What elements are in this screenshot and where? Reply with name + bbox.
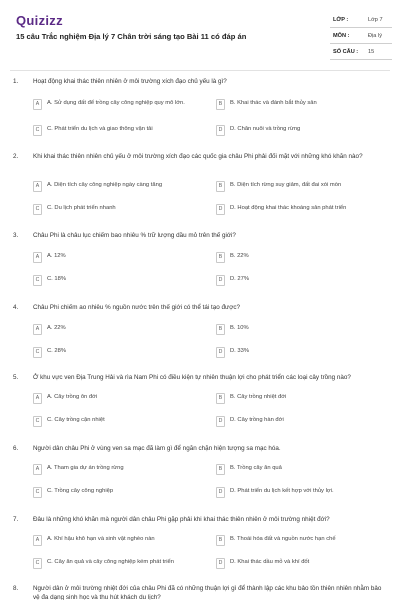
option-text: B. Khai thác và đánh bắt thủy sản — [230, 100, 317, 106]
option-letter-box: B — [216, 393, 225, 404]
header-divider — [10, 70, 390, 71]
question-item — [0, 445, 400, 516]
meta-row-count — [330, 44, 392, 60]
question-text: Người dân ở môi trường nhiệt đới của châu Phi đã có những thuận lợi gì để thành lập các khu bảo tồn thiên nhiên nhằm bảo vệ đa dạng sinh học và thu hút khách du lịch? — [33, 585, 382, 600]
option-letter-box: B — [216, 252, 225, 263]
option-d[interactable] — [216, 125, 388, 138]
option-a[interactable] — [33, 252, 205, 265]
question-item — [0, 516, 400, 585]
question-text: Ở khu vực ven Địa Trung Hải và rìa Nam Phi có điều kiện tự nhiên thuận lợi cho phát triển các loại cây trồng nào? — [33, 374, 351, 381]
option-b[interactable] — [216, 99, 388, 112]
option-letter-box: D — [216, 275, 225, 286]
question-text: Châu Phi là châu lục chiếm bao nhiêu % trữ lượng dầu mỏ trên thế giới? — [33, 232, 236, 239]
option-c[interactable] — [33, 125, 205, 138]
option-a[interactable] — [33, 535, 205, 548]
option-letter-box: A — [33, 535, 42, 546]
question-number: 6. — [13, 445, 19, 452]
option-letter-box: A — [33, 464, 42, 475]
option-letter-box: A — [33, 324, 42, 335]
option-letter-box: C — [33, 204, 42, 215]
option-letter-box: B — [216, 324, 225, 335]
question-text: Hoạt động khai thác thiên nhiên ở môi trường xích đạo chủ yếu là gì? — [33, 78, 227, 85]
option-b[interactable] — [216, 181, 388, 194]
question-text: Khi khai thác thiên nhiên chủ yếu ở môi trường xích đạo các quốc gia châu Phi phải đối mặt với những khó khăn nào? — [33, 153, 363, 160]
option-text: A. Khí hậu khô hạn và sinh vật nghèo nàn — [47, 536, 155, 542]
option-text: D. 33% — [230, 348, 250, 354]
option-letter-box: C — [33, 416, 42, 427]
option-letter-box: D — [216, 487, 225, 498]
option-letter-box: C — [33, 275, 42, 286]
question-number: 2. — [13, 153, 19, 160]
question-item — [0, 153, 400, 232]
option-text: D. Phát triển du lịch kết hợp với thủy lợi. — [230, 488, 334, 494]
question-list — [0, 78, 400, 600]
question-text: Đâu là những khó khăn mà người dân châu Phi gặp phải khi khai thác thiên nhiên ở môi trường nhiệt đới? — [33, 516, 330, 523]
meta-row-subject — [330, 28, 392, 44]
quizizz-logo: Quizizz — [16, 13, 63, 28]
option-text: C. Du lịch phát triển nhanh — [47, 205, 116, 211]
meta-value: Địa lý — [368, 33, 382, 39]
option-letter-box: C — [33, 558, 42, 569]
option-letter-box: B — [216, 464, 225, 475]
meta-key: SỐ CÂU : — [333, 49, 359, 55]
option-letter-box: A — [33, 393, 42, 404]
option-letter-box: A — [33, 181, 42, 192]
option-letter-box: D — [216, 347, 225, 358]
option-d[interactable] — [216, 416, 388, 429]
option-text: C. 18% — [47, 276, 67, 282]
option-letter-box: B — [216, 535, 225, 546]
option-b[interactable] — [216, 393, 388, 406]
page-header — [0, 0, 400, 68]
option-a[interactable] — [33, 464, 205, 477]
question-text: Châu Phi chiếm ao nhiêu % nguồn nước trên thế giới có thể tái tạo được? — [33, 304, 241, 311]
option-c[interactable] — [33, 558, 205, 571]
option-text: B. Thoái hóa đất và nguồn nước hạn chế — [230, 536, 336, 542]
page-title: 15 câu Trắc nghiệm Địa lý 7 Chân trời sáng tạo Bài 11 có đáp án — [16, 32, 247, 41]
option-a[interactable] — [33, 181, 205, 194]
option-letter-box: A — [33, 99, 42, 110]
question-item — [0, 585, 400, 600]
option-c[interactable] — [33, 487, 205, 500]
option-d[interactable] — [216, 558, 388, 571]
option-c[interactable] — [33, 347, 205, 360]
question-text: Người dân châu Phi ở vùng ven sa mạc đã làm gì để ngăn chặn hiện tượng sa mạc hóa. — [33, 445, 281, 452]
option-text: A. 12% — [47, 253, 66, 259]
option-letter-box: D — [216, 125, 225, 136]
question-number: 3. — [13, 232, 19, 239]
option-b[interactable] — [216, 464, 388, 477]
option-text: B. 22% — [230, 253, 249, 259]
option-letter-box: D — [216, 204, 225, 215]
option-text: C. Trồng cây công nghiệp — [47, 488, 114, 494]
option-letter-box: D — [216, 416, 225, 427]
option-text: C. 28% — [47, 348, 67, 354]
option-letter-box: D — [216, 558, 225, 569]
question-item — [0, 374, 400, 445]
option-text: B. Trồng cây ăn quả — [230, 465, 282, 471]
meta-row-class — [330, 12, 392, 28]
option-text: A. Diện tích cây công nghiệp ngày càng tăng — [47, 182, 163, 188]
option-text: B. Diện tích rừng suy giảm, đất đai xói mòn — [230, 182, 342, 188]
meta-key: MÔN : — [333, 33, 350, 39]
option-text: D. Chăn nuôi và trồng rừng — [230, 126, 301, 132]
option-text: A. Sử dụng đất để trồng cây công nghiệp quy mô lớn. — [47, 100, 185, 106]
option-letter-box: A — [33, 252, 42, 263]
option-text: B. 10% — [230, 325, 249, 331]
option-text: A. 22% — [47, 325, 66, 331]
option-c[interactable] — [33, 416, 205, 429]
option-text: A. Tham gia dự án trồng rừng — [47, 465, 124, 471]
meta-key: LỚP : — [333, 17, 349, 23]
option-text: D. Khai thác dầu mỏ và khí đốt — [230, 559, 310, 565]
question-item — [0, 78, 400, 153]
option-c[interactable] — [33, 275, 205, 288]
question-number: 5. — [13, 374, 19, 381]
meta-value: 15 — [368, 49, 375, 55]
question-number: 4. — [13, 304, 19, 311]
option-text: C. Cây trồng cận nhiệt — [47, 417, 105, 423]
option-text: C. Phát triển du lịch và giao thông vận tải — [47, 126, 153, 132]
option-text: C. Cây ăn quả và cây công nghiệp kém phát triển — [47, 559, 174, 565]
option-b[interactable] — [216, 252, 388, 265]
option-b[interactable] — [216, 535, 388, 548]
option-letter-box: C — [33, 487, 42, 498]
option-a[interactable] — [33, 324, 205, 337]
option-letter-box: B — [216, 99, 225, 110]
option-a[interactable] — [33, 99, 205, 112]
option-text: A. Cây trồng ôn đới — [47, 394, 98, 400]
meta-value: Lớp 7 — [368, 17, 383, 23]
question-number: 7. — [13, 516, 19, 523]
option-a[interactable] — [33, 393, 205, 406]
option-d[interactable] — [216, 347, 388, 360]
option-text: D. Cây trồng hàn đới — [230, 417, 284, 423]
option-letter-box: B — [216, 181, 225, 192]
option-text: D. 27% — [230, 276, 250, 282]
option-c[interactable] — [33, 204, 205, 217]
option-text: D. Hoạt động khai thác khoáng sản phát triển — [230, 205, 347, 211]
option-d[interactable] — [216, 487, 388, 500]
question-number: 1. — [13, 78, 19, 85]
question-item — [0, 304, 400, 374]
question-item — [0, 232, 400, 304]
question-number: 8. — [13, 585, 19, 592]
option-d[interactable] — [216, 204, 388, 217]
meta-box — [330, 12, 392, 60]
option-letter-box: C — [33, 125, 42, 136]
option-text: B. Cây trồng nhiệt đới — [230, 394, 287, 400]
option-b[interactable] — [216, 324, 388, 337]
option-letter-box: C — [33, 347, 42, 358]
option-d[interactable] — [216, 275, 388, 288]
